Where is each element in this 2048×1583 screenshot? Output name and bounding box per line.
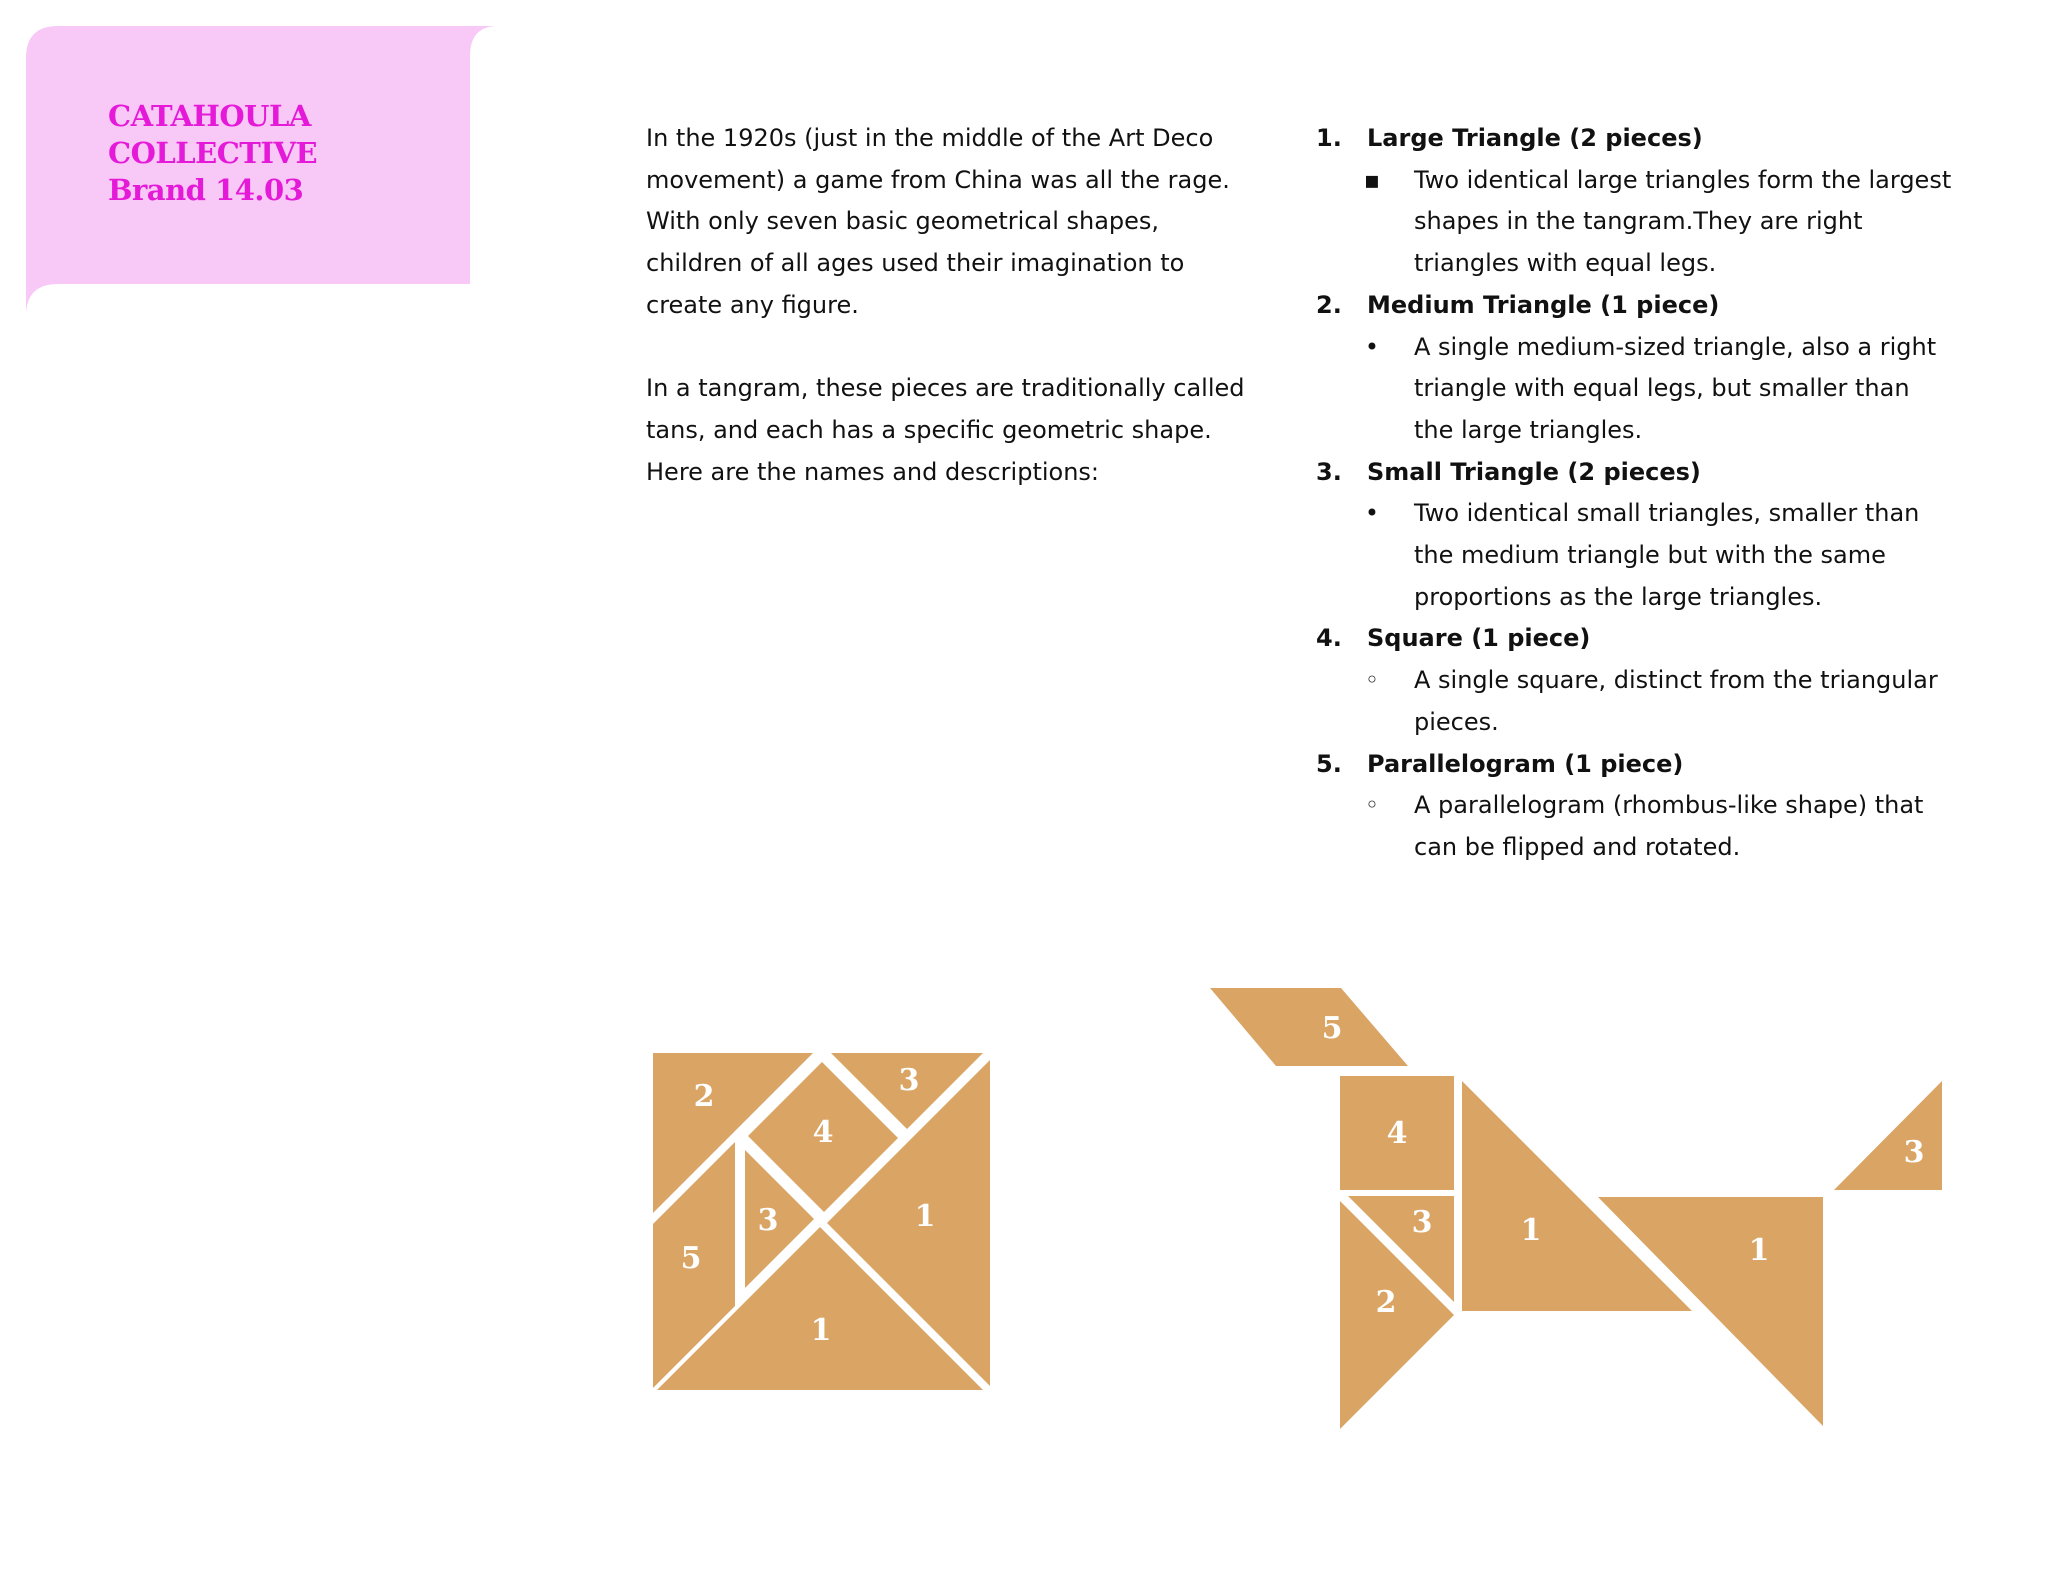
- description-text: Two identical large triangles form the largest shapes in the tangram.They are right triangles with equal legs.: [1414, 165, 1952, 278]
- tan-label: 1: [1520, 1213, 1542, 1248]
- intro-paragraph-1: In the 1920s (just in the middle of the Art Deco movement) a game from China was all the rage. With only seven basic geometrical shapes, children of all ages used their imagination to create any figure.: [646, 124, 1230, 319]
- list-description: [1364, 785, 1956, 868]
- list-number: 3.: [1316, 457, 1342, 486]
- description-text: A parallelogram (rhombus-like shape) that can be flipped and rotated.: [1414, 791, 1924, 861]
- tangram-animal-svg: [1208, 986, 1974, 1436]
- tan-label: 5: [1321, 1011, 1343, 1046]
- list-item: [1316, 744, 1956, 869]
- dot-bullet-icon: •: [1364, 499, 1380, 528]
- brand-line-1: CATAHOULA: [108, 99, 311, 133]
- list-title: Square (1 piece): [1367, 624, 1591, 653]
- list-title: Medium Triangle (1 piece): [1367, 290, 1720, 319]
- tan-label: 5: [680, 1241, 702, 1276]
- list-number: 1.: [1316, 124, 1342, 152]
- list-number: 2.: [1316, 290, 1342, 319]
- tan-piece-1-body: [1462, 1081, 1692, 1311]
- intro-paragraph-2: In a tangram, these pieces are traditionally called tans, and each has a specific geometric shape. Here are the names and descriptions:: [646, 374, 1245, 486]
- intro-text: [646, 118, 1256, 535]
- tan-label: 1: [810, 1313, 832, 1348]
- tan-piece-3-tail: [1834, 1081, 1942, 1190]
- list-item: [1316, 285, 1956, 452]
- tan-piece-5: [1210, 988, 1408, 1066]
- dot-bullet-icon: •: [1364, 332, 1380, 361]
- circle-bullet-icon: ◦: [1364, 791, 1380, 820]
- tan-label: 4: [812, 1115, 834, 1150]
- list-title: Large Triangle (2 pieces): [1367, 124, 1703, 152]
- tangram-square-svg: [650, 1050, 996, 1396]
- circle-bullet-icon: ◦: [1364, 666, 1380, 695]
- tan-label: 1: [914, 1199, 936, 1234]
- square-bullet-icon: ▪: [1363, 165, 1381, 194]
- brand-line-2: COLLECTIVE: [108, 136, 318, 170]
- brand-header-tab: [26, 26, 498, 316]
- tan-label: 2: [693, 1079, 715, 1114]
- list-description: [1363, 160, 1956, 285]
- list-description: [1364, 327, 1956, 452]
- tan-label: 1: [1748, 1233, 1770, 1268]
- description-text: A single square, distinct from the triangular pieces.: [1414, 666, 1938, 736]
- list-item: [1316, 118, 1956, 285]
- tan-label: 3: [1411, 1205, 1433, 1240]
- tan-label: 3: [898, 1063, 920, 1098]
- tan-label: 3: [757, 1203, 779, 1238]
- list-description: [1364, 660, 1956, 743]
- brand-title: [108, 98, 317, 209]
- tangram-animal-figure: [1208, 986, 1974, 1440]
- tan-label: 4: [1386, 1116, 1408, 1151]
- tangram-square-figure: [650, 1050, 996, 1400]
- list-number: 4.: [1316, 624, 1342, 653]
- tan-piece-1-rear: [1598, 1197, 1823, 1426]
- description-text: A single medium-sized triangle, also a right triangle with equal legs, but smaller than the large triangles.: [1414, 332, 1937, 444]
- list-item: [1316, 452, 1956, 619]
- list-title: Small Triangle (2 pieces): [1367, 457, 1701, 486]
- list-item: [1316, 618, 1956, 743]
- list-description: [1364, 493, 1956, 618]
- tan-label: 2: [1375, 1285, 1397, 1320]
- list-number: 5.: [1316, 749, 1342, 778]
- tan-list: [1316, 118, 1956, 869]
- list-title: Parallelogram (1 piece): [1367, 749, 1684, 778]
- brand-line-3: Brand 14.03: [108, 173, 304, 207]
- tan-label: 3: [1903, 1135, 1925, 1170]
- description-text: Two identical small triangles, smaller than the medium triangle but with the same proportions as the large triangles.: [1414, 499, 1920, 611]
